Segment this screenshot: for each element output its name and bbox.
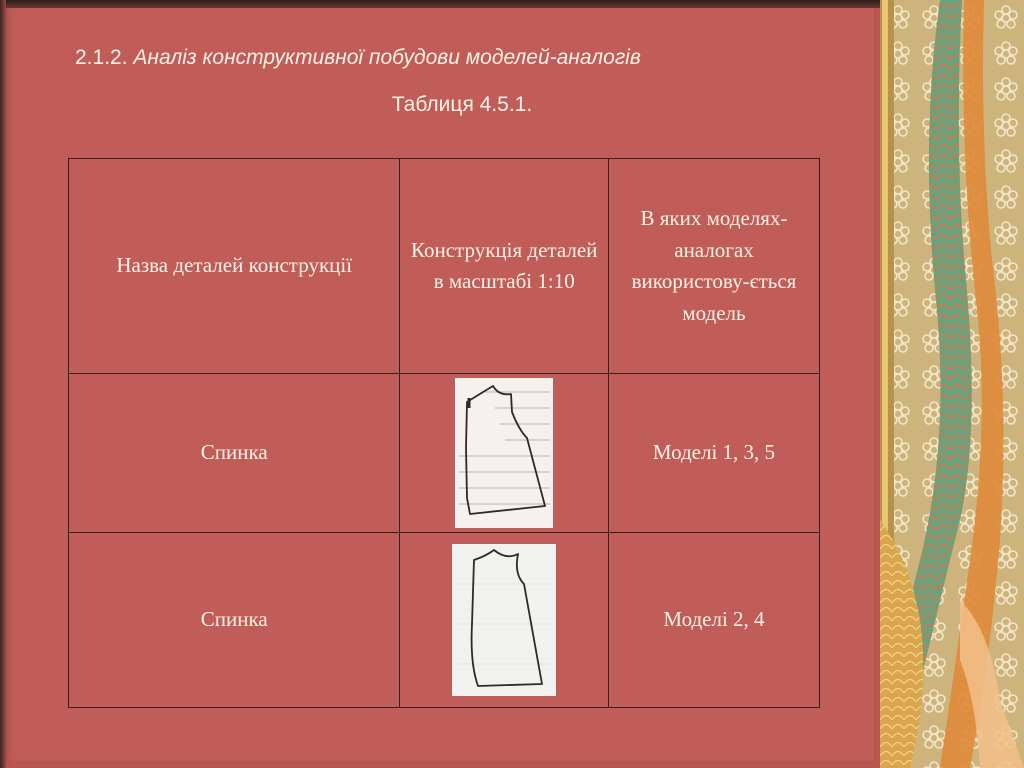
- table-row: [69, 533, 820, 708]
- table-header-row: [69, 159, 820, 374]
- cell-part-name: Спинка: [69, 533, 400, 708]
- cell-drawing: [400, 533, 609, 708]
- cell-models: Моделі 1, 3, 5: [608, 374, 819, 533]
- table-row: [69, 374, 820, 533]
- back-pattern-drawing: [452, 544, 556, 696]
- header-construction: Конструкція деталей в масштабі 1:10: [400, 159, 609, 374]
- cell-drawing: [400, 374, 609, 533]
- cell-models: Моделі 2, 4: [608, 533, 819, 708]
- section-title: Аналіз конструктивної побудови моделей-аналогів: [133, 46, 641, 69]
- floral-drapery-ornament: [880, 0, 1024, 768]
- section-number: 2.1.2.: [75, 46, 128, 69]
- header-part-name: Назва деталей конструкції: [69, 159, 400, 374]
- pattern-analysis-table: [68, 158, 820, 708]
- section-heading: [75, 46, 875, 70]
- side-ornament: [880, 0, 1024, 768]
- header-models: В яких моделях-аналогах використову-ється модель: [608, 159, 819, 374]
- cell-part-name: Спинка: [69, 374, 400, 533]
- table-caption: Таблиця 4.5.1.: [391, 93, 533, 116]
- slide-frame-top: [0, 0, 880, 8]
- back-pattern-drawing: [455, 378, 553, 528]
